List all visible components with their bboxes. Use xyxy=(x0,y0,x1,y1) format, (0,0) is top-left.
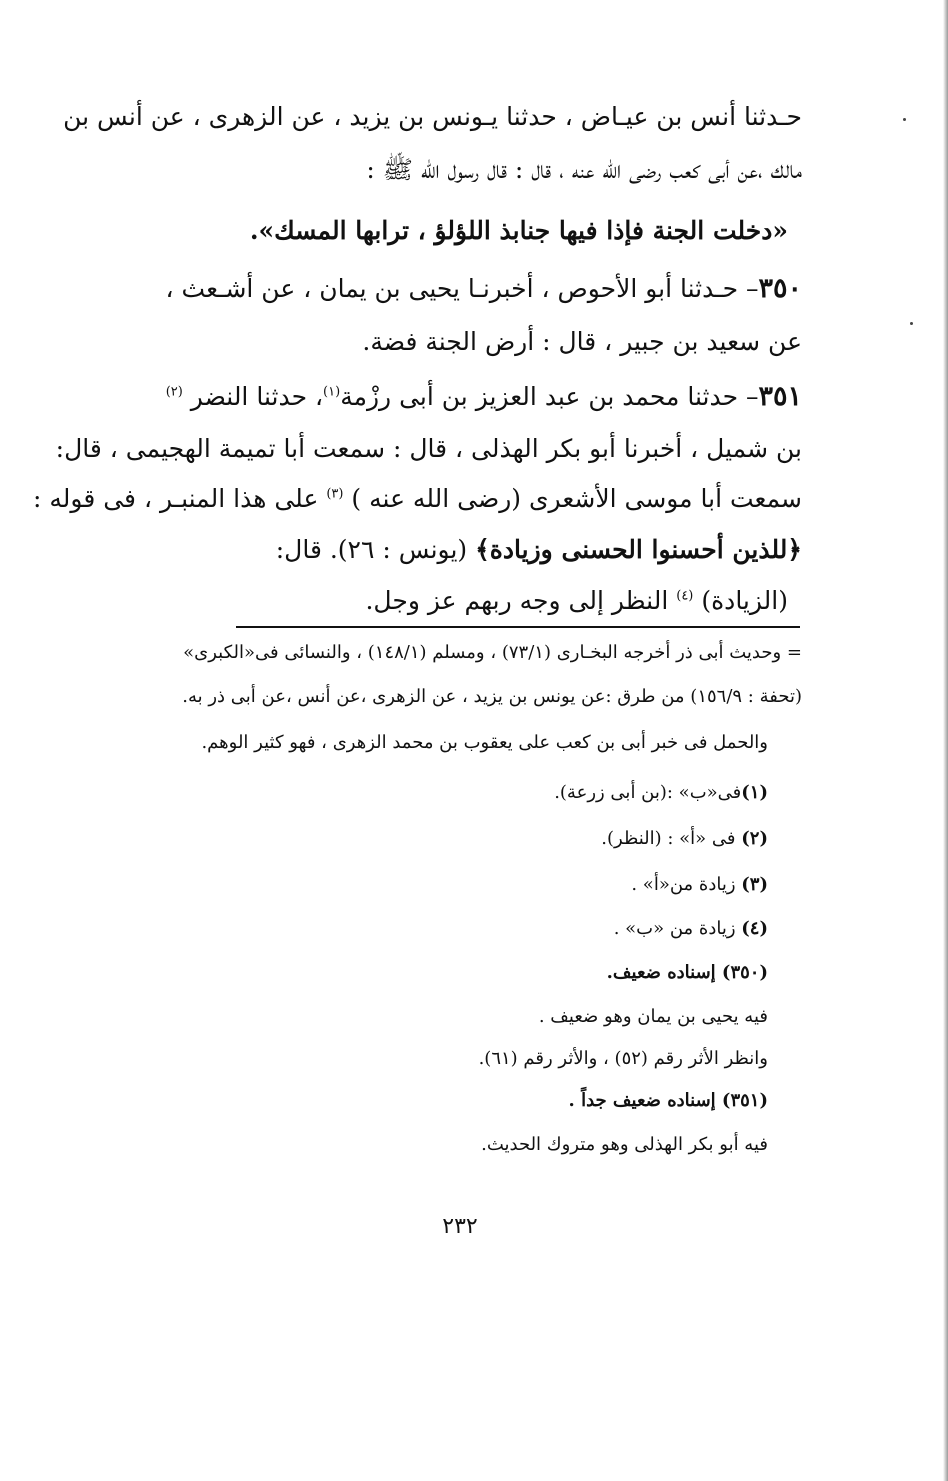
footnote-2 xyxy=(68,826,768,852)
footnote-ref-4: (٤) xyxy=(676,588,694,604)
hadith-351-text-b: ، حدثنا النضر xyxy=(190,382,324,411)
hadith-350-line-2: عن سعيد بن جبير ، قال : أرض الجنة فضة. xyxy=(362,327,802,356)
hadith-350-text: – حـدثنا أبو الأحوص ، أخبرنـا يحيى بن يمان ، عن أشـعث ، xyxy=(165,274,759,303)
footnote-continued-line-3: والحمل فى خبر أبى بن كعب على يعقوب بن محمد الزهرى ، فهو كثير الوهم. xyxy=(201,732,768,753)
footnote-1-number: (١) xyxy=(741,782,768,803)
footnote-4-text: زيادة من «ب» . xyxy=(613,918,736,939)
takhrij-350-line-1: فيه يحيى بن يمان وهو ضعيف . xyxy=(538,1006,768,1027)
footnote-1-text: فى«ب» :(بن أبى زرعة). xyxy=(554,782,742,803)
hadith-351-line-5-b: النظر إلى وجه ربهم عز وجل. xyxy=(365,586,669,615)
takhrij-350-heading: (٣٥٠) إسناده ضعيف. xyxy=(606,962,768,983)
hadith-351-line-3-b: على هذا المنبـر ، فى قوله : xyxy=(33,484,319,513)
quran-verse: ﴿للذين أحسنوا الحسنى وزيادة﴾ xyxy=(475,535,802,564)
hadith-351-line-2: بن شميل ، أخبرنا أبو بكر الهذلى ، قال : سمعت أبا تميمة الهجيمى ، قال: xyxy=(55,434,802,463)
hadith-351-text-a: – حدثنا محمد بن عبد العزيز بن أبى رزْمة xyxy=(340,382,759,411)
hadith-quote: «دخلت الجنة فإذا فيها جنابذ اللؤلؤ ، ترابها المسك». xyxy=(249,216,788,245)
scan-edge xyxy=(943,0,948,1481)
scan-speck xyxy=(910,322,913,325)
takhrij-350-line-2: وانظر الأثر رقم (٥٢) ، والأثر رقم (٦١). xyxy=(478,1048,768,1069)
footnote-ref-2: (٢) xyxy=(165,384,183,400)
hadith-351-line-3 xyxy=(33,482,802,516)
hadith-351-line-1 xyxy=(92,380,802,414)
footnote-continued-line-1: = وحديث أبى ذر أخرجه البخـارى (٧٣/١) ، ومسلم (١٤٨/١) ، والنسائى فى«الكبرى» xyxy=(183,642,802,663)
footnote-3-number: (٣) xyxy=(741,874,768,895)
footnote-3-text: زيادة من«أ» . xyxy=(631,874,736,895)
hadith-351-line-3-a: سمعت أبا موسى الأشعرى (رضى الله عنه ) xyxy=(351,484,802,513)
footnote-separator xyxy=(236,626,800,628)
takhrij-351-line-1: فيه أبو بكر الهذلى وهو متروك الحديث. xyxy=(481,1134,768,1155)
hadith-351-line-4 xyxy=(92,533,802,567)
hadith-351-line-5 xyxy=(78,584,788,618)
footnote-4 xyxy=(68,916,768,942)
footnote-1 xyxy=(68,780,768,806)
scan-speck xyxy=(903,118,906,121)
takhrij-351-heading: (٣٥١) إسناده ضعيف جداً . xyxy=(568,1090,768,1111)
footnote-2-number: (٢) xyxy=(741,828,768,849)
footnote-ref-3: (٣) xyxy=(326,486,344,502)
main-line-2: مالك ،عن أبى كعب رضى الله عنه ، قال : قال رسول الله ﷺ : xyxy=(366,155,802,184)
hadith-351-line-5-a: (الزيادة) xyxy=(701,586,788,615)
main-line-1: حـدثنا أنس بن عيـاض ، حدثنا يـونس بن يزيد ، عن الزهرى ، عن أنس بن xyxy=(63,102,802,131)
footnote-2-text: فى «أ» : (النظر). xyxy=(601,828,736,849)
hadith-number-351: ٣٥١ xyxy=(758,381,802,412)
hadith-350-line-1 xyxy=(92,272,802,306)
hadith-number-350: ٣٥٠ xyxy=(758,273,802,304)
footnote-3 xyxy=(68,872,768,898)
page-number: ٢٣٢ xyxy=(442,1214,478,1239)
footnote-4-number: (٤) xyxy=(741,918,768,939)
quran-verse-reference: (يونس : ٢٦). قال: xyxy=(275,535,468,564)
footnote-continued-line-2: (تحفة : ١٥٦/٩) من طرق :عن يونس بن يزيد ، عن الزهرى ،عن أنس ،عن أبى ذر به. xyxy=(182,686,802,707)
footnote-ref-1: (١) xyxy=(323,384,341,400)
